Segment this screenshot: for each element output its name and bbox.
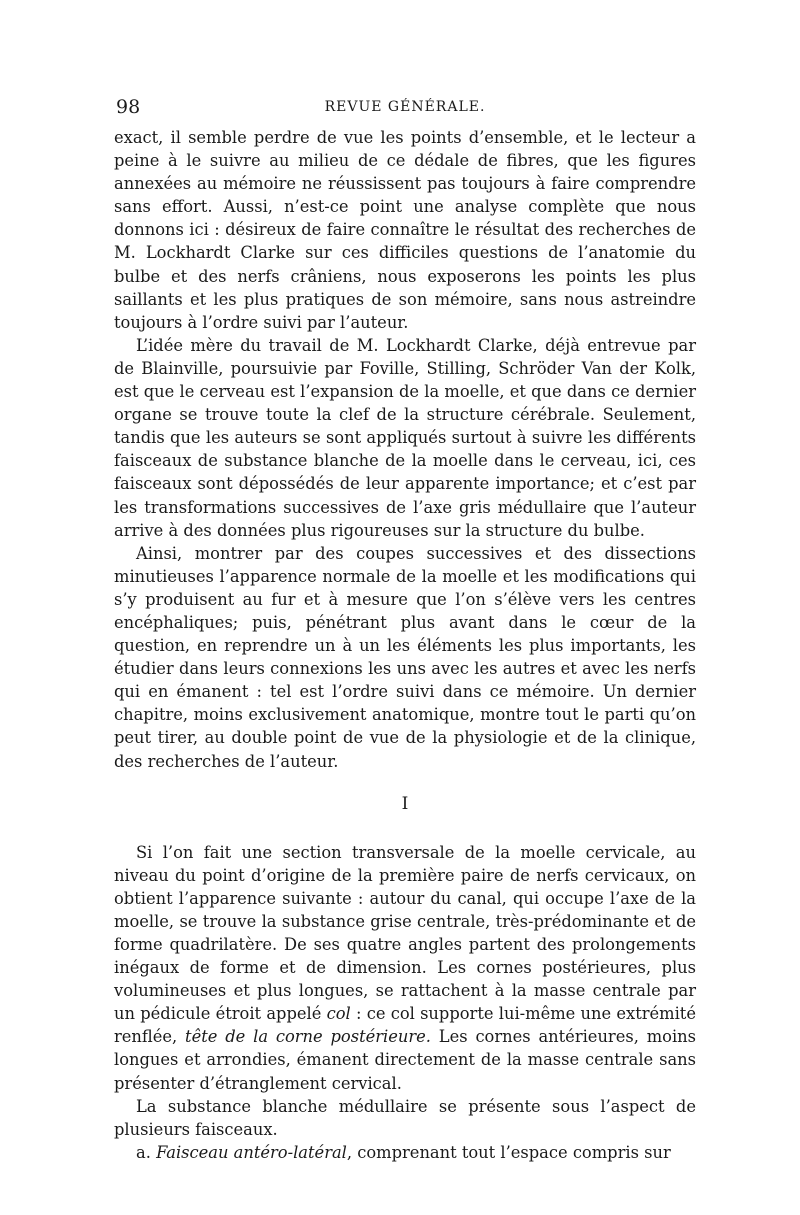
paragraph-section-text-2: : ce col supporte lui-même une extrémité renflée, xyxy=(114,1004,696,1047)
running-head xyxy=(114,96,696,126)
book-page xyxy=(114,96,696,1164)
paragraph-idee-mere: L’idée mère du travail de M. Lockhardt Clarke, déjà entrevue par de Blainville, poursuivie par Foville, Stilling, Schröder Van der Kolk, est que le cerveau est l’expansion de la moelle, et que dans ce dernier organe se trouve toute la clef de la structure cérébrale. Seulement, tandis que les auteurs se sont appliqués surtout à suivre les différents faisceaux de substance blanche de la moelle dans le cerveau, ici, ces faisceaux sont dépossédés de leur apparente importance; et c’est par les transformations successives de l’axe gris médullaire que l’auteur arrive à des données plus rigoureuses sur la structure du bulbe. xyxy=(114,335,696,540)
paragraph-continuation: exact, il semble perdre de vue les points d’ensemble, et le lecteur a peine à le suivre au milieu de ce dédale de fibres, que les figures annexées au mémoire ne réussissent pas toujours à faire comprendre sans effort. Aussi, n’est-ce point une analyse complète que nous donnons ici : désireux de faire connaître le résultat des recherches de M. Lockhardt Clarke sur ces difficiles questions de l’anatomie du bulbe et des nerfs crâniens, nous exposerons les points les plus saillants et les plus pratiques de son mémoire, sans nous astreindre toujours à l’ordre suivi par l’auteur. xyxy=(114,128,696,332)
paragraph-faisceau-text: , comprenant tout l’espace compris sur xyxy=(346,1142,671,1162)
body-text xyxy=(114,126,696,1164)
italic-term-col: col xyxy=(326,1004,351,1024)
list-marker: a. xyxy=(136,1142,157,1162)
paragraph-substance-blanche: La substance blanche médullaire se présente sous l’aspect de plusieurs faisceaux. xyxy=(114,1096,696,1139)
paragraph-section-text-3: Les cornes antérieures, moins longues et arrondies, émanent directement de la masse centrale sans présenter d’étranglement cervical. xyxy=(114,1027,696,1093)
paragraph-section-text-1: Si l’on fait une section transversale de la moelle cervicale, au niveau du point d’origine de la première paire de nerfs cervicaux, on obtient l’apparence suivante : autour du canal, qui occupe l’axe de la moelle, se trouve la substance grise centrale, très-prédominante et de forme quadrilatère. De ses quatre angles partent des prolongements inégaux de forme et de dimension. Les cornes postérieures, plus volumineuses et plus longues, se rattachent à la masse centrale par un pédicule étroit appelé xyxy=(114,842,696,1024)
italic-term-tete: tête de la corne postérieure. xyxy=(185,1027,431,1047)
paragraph-faisceau xyxy=(114,1141,696,1164)
paragraph-section-transversale xyxy=(114,841,696,1095)
italic-term-faisceau: Faisceau antéro-latéral xyxy=(156,1142,347,1162)
page-number: 98 xyxy=(116,96,141,118)
paragraph-ainsi: Ainsi, montrer par des coupes successives et des dissections minutieuses l’apparence normale de la moelle et les modifications qui s’y produisent au fur et à mesure que l’on s’élève vers les centres encéphaliques; puis, pénétrant plus avant dans le cœur de la question, en reprendre un à un les éléments les plus importants, les étudier dans leurs connexions les uns avec les autres et avec les nerfs qui en émanent : tel est l’ordre suivi dans ce mémoire. Un dernier chapitre, moins exclusivement anatomique, montre tout le parti qu’on peut tirer, au double point de vue de la physiologie et de la clinique, des recherches de l’auteur. xyxy=(114,543,696,771)
running-title: REVUE GÉNÉRALE. xyxy=(324,99,486,115)
section-heading: I xyxy=(401,793,409,814)
